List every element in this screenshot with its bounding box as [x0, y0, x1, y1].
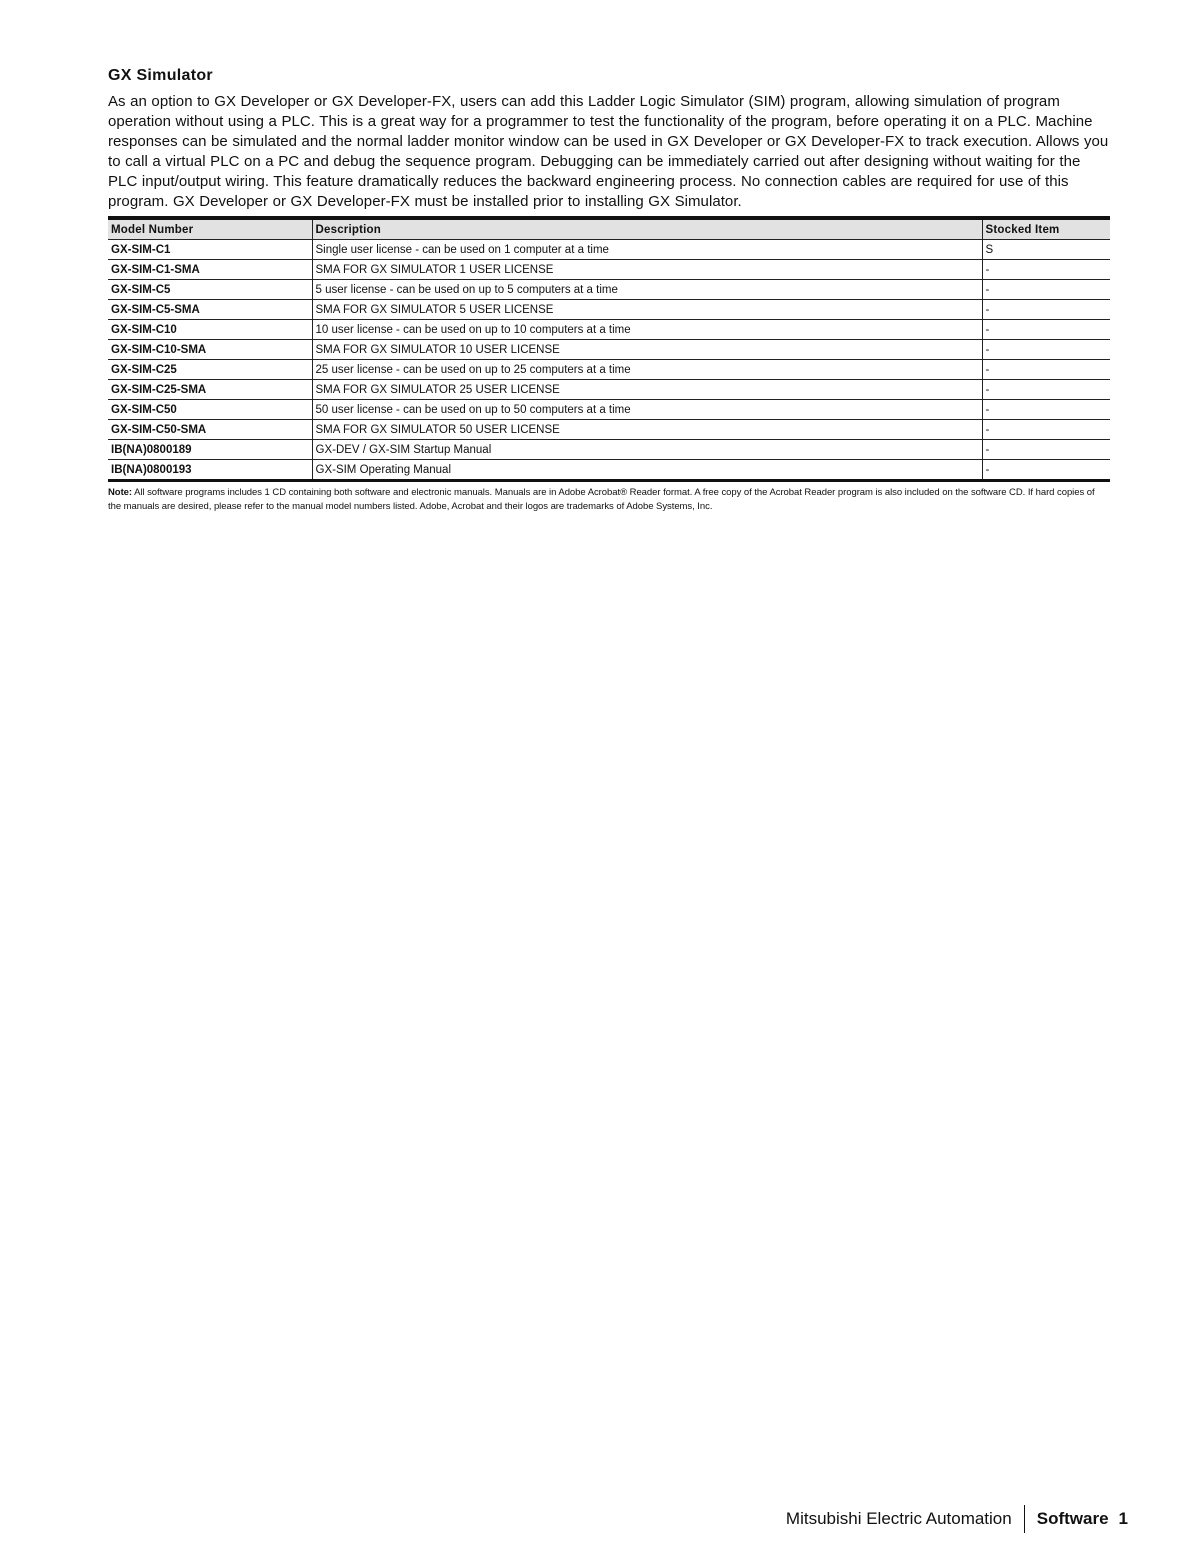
- header-stocked-item: Stocked Item: [982, 218, 1110, 240]
- description-cell: GX-SIM Operating Manual: [312, 460, 982, 481]
- model-number-cell: IB(NA)0800189: [108, 440, 312, 460]
- model-number-cell: GX-SIM-C5-SMA: [108, 300, 312, 320]
- table-footnote: [108, 486, 1110, 514]
- table-row: [108, 340, 1110, 360]
- stocked-cell: -: [982, 460, 1110, 481]
- table-row: [108, 320, 1110, 340]
- stocked-cell: -: [982, 380, 1110, 400]
- section-title: GX Simulator: [108, 67, 213, 84]
- model-number-cell: GX-SIM-C5: [108, 280, 312, 300]
- stocked-cell: -: [982, 360, 1110, 380]
- table-row: [108, 420, 1110, 440]
- model-number-cell: GX-SIM-C50-SMA: [108, 420, 312, 440]
- description-cell: 10 user license - can be used on up to 10 computers at a time: [312, 320, 982, 340]
- product-table: [108, 216, 1110, 482]
- table-row: [108, 380, 1110, 400]
- page-number: 1: [1118, 1509, 1128, 1528]
- model-number-cell: GX-SIM-C10-SMA: [108, 340, 312, 360]
- stocked-cell: -: [982, 320, 1110, 340]
- table-row: [108, 460, 1110, 481]
- model-number-cell: GX-SIM-C25: [108, 360, 312, 380]
- stocked-cell: -: [982, 300, 1110, 320]
- footer-section: Software: [1036, 1509, 1109, 1528]
- description-cell: SMA FOR GX SIMULATOR 1 USER LICENSE: [312, 260, 982, 280]
- model-number-cell: GX-SIM-C1-SMA: [108, 260, 312, 280]
- page-footer: [786, 1505, 1128, 1533]
- description-cell: GX-DEV / GX-SIM Startup Manual: [312, 440, 982, 460]
- description-cell: 5 user license - can be used on up to 5 computers at a time: [312, 280, 982, 300]
- stocked-cell: -: [982, 260, 1110, 280]
- stocked-cell: -: [982, 340, 1110, 360]
- description-cell: SMA FOR GX SIMULATOR 50 USER LICENSE: [312, 420, 982, 440]
- intro-paragraph: As an option to GX Developer or GX Developer-FX, users can add this Ladder Logic Simulator (SIM) program, allowing simulation of program operation without using a PLC. This is a great way for a programmer to test the functionality of the program, before operating it on a PLC. Machine responses can be simulated and the normal ladder monitor window can be used in GX Developer or GX Developer-FX to track execution. Allows you to call a virtual PLC on a PC and debug the sequence program. Debugging can be immediately carried out after designing without waiting for the PLC input/output wiring. This feature dramatically reduces the backward engineering process. No connection cables are required for use of this program. GX Developer or GX Developer-FX must be installed prior to installing GX Simulator.: [108, 93, 1109, 210]
- footer-company: Mitsubishi Electric Automation: [786, 1505, 1025, 1533]
- description-cell: 50 user license - can be used on up to 50 computers at a time: [312, 400, 982, 420]
- stocked-cell: -: [982, 420, 1110, 440]
- table-row: [108, 440, 1110, 460]
- description-cell: Single user license - can be used on 1 computer at a time: [312, 240, 982, 260]
- description-cell: SMA FOR GX SIMULATOR 10 USER LICENSE: [312, 340, 982, 360]
- header-description: Description: [312, 218, 982, 240]
- model-number-cell: GX-SIM-C10: [108, 320, 312, 340]
- note-label: Note:: [108, 487, 133, 498]
- table-row: [108, 300, 1110, 320]
- stocked-cell: -: [982, 280, 1110, 300]
- table-row: [108, 240, 1110, 260]
- description-cell: SMA FOR GX SIMULATOR 5 USER LICENSE: [312, 300, 982, 320]
- description-cell: SMA FOR GX SIMULATOR 25 USER LICENSE: [312, 380, 982, 400]
- table-header-row: [108, 218, 1110, 240]
- stocked-cell: -: [982, 400, 1110, 420]
- description-cell: 25 user license - can be used on up to 25 computers at a time: [312, 360, 982, 380]
- document-content: [108, 66, 1110, 524]
- model-number-cell: IB(NA)0800193: [108, 460, 312, 481]
- model-number-cell: GX-SIM-C1: [108, 240, 312, 260]
- model-number-cell: GX-SIM-C50: [108, 400, 312, 420]
- stocked-cell: S: [982, 240, 1110, 260]
- table-row: [108, 280, 1110, 300]
- table-row: [108, 260, 1110, 280]
- table-row: [108, 400, 1110, 420]
- note-text: All software programs includes 1 CD containing both software and electronic manuals. Manuals are in Adobe Acrobat® Reader format. A free copy of the Acrobat Reader program is also included on the software CD. If hard copies of the manuals are desired, please refer to the manual model numbers listed. Adobe, Acrobat and their logos are trademarks of Adobe Systems, Inc.: [108, 487, 1095, 512]
- stocked-cell: -: [982, 440, 1110, 460]
- model-number-cell: GX-SIM-C25-SMA: [108, 380, 312, 400]
- table-row: [108, 360, 1110, 380]
- header-model-number: Model Number: [108, 218, 312, 240]
